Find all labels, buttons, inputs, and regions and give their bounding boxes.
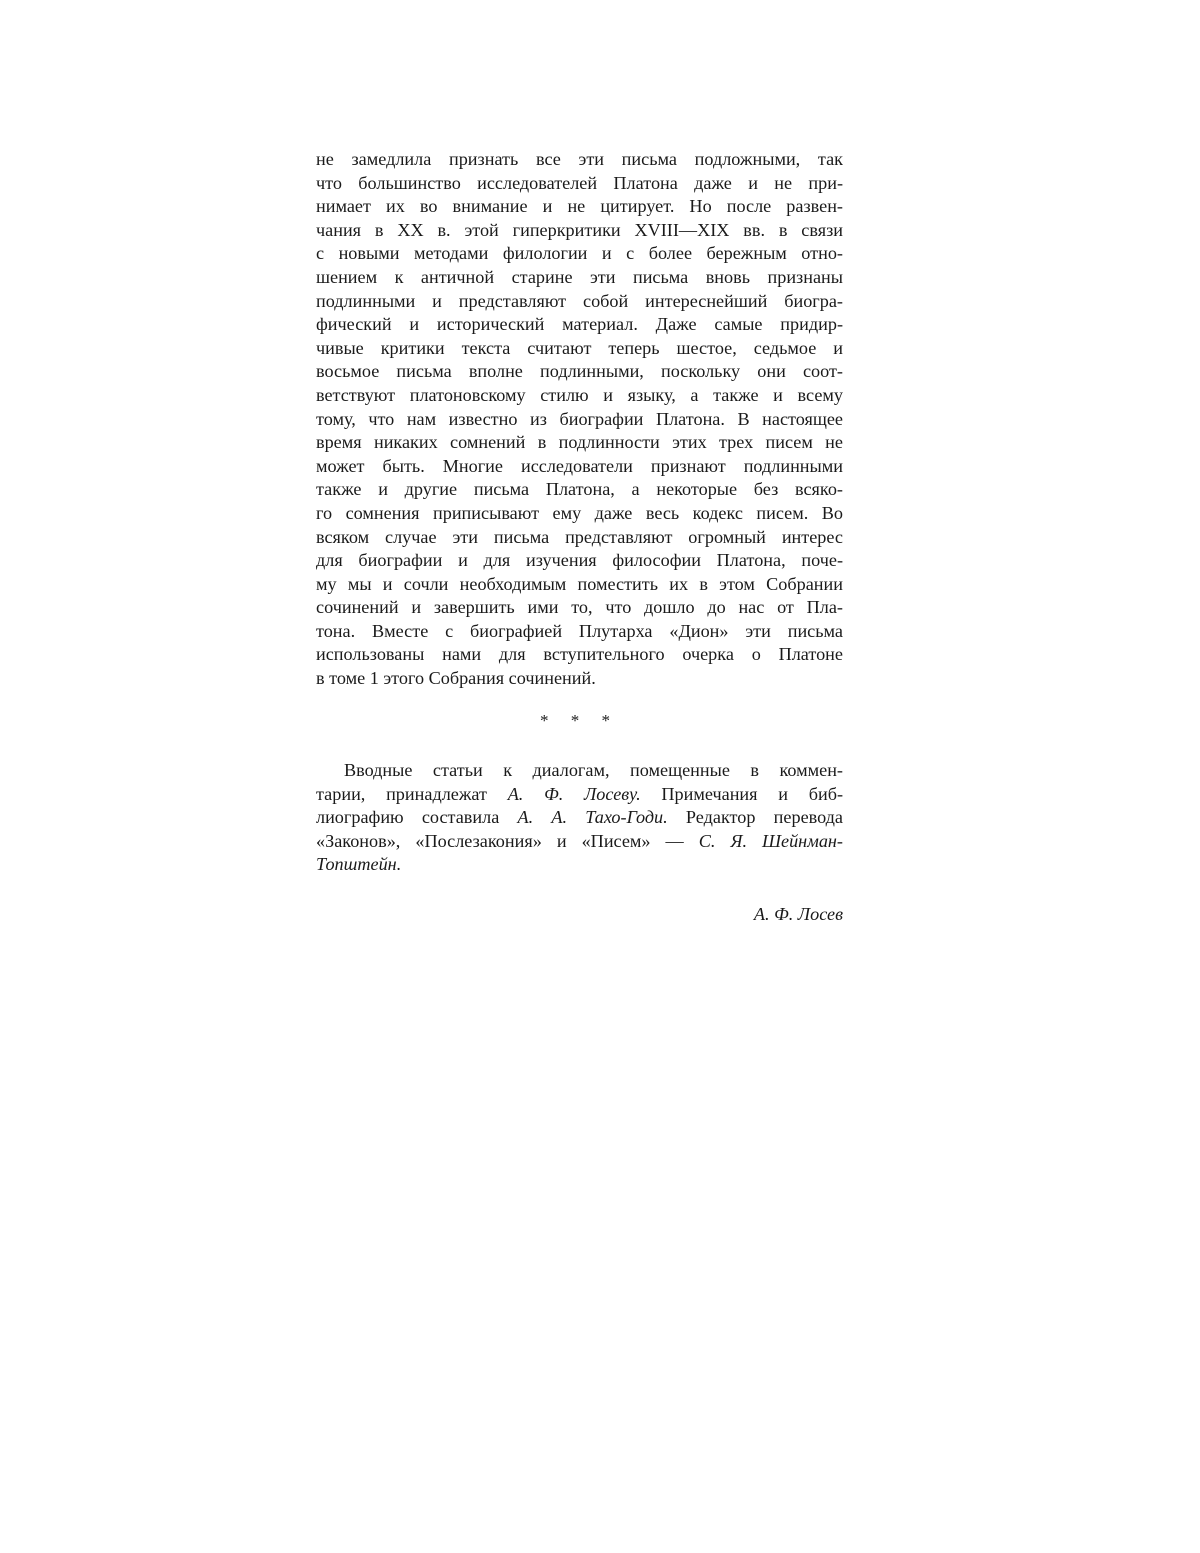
credits-text: Примечания и биб- bbox=[640, 783, 844, 804]
credits-text: Редактор перевода bbox=[667, 807, 843, 828]
text-line: также и другие письма Платона, а некоторые без всяко- bbox=[316, 479, 843, 500]
credits-text: «Законов», «Послезакония» и «Писем» — bbox=[316, 830, 699, 851]
text-line: ветствуют платоновскому стилю и языку, а также и всему bbox=[316, 384, 843, 405]
credits-line bbox=[316, 783, 843, 807]
text-line: фический и исторический материал. Даже самые придир- bbox=[316, 314, 843, 335]
text-line: не замедлила признать все эти письма подложными, так bbox=[316, 149, 843, 169]
text-line: восьмое письма вполне подлинными, поскольку они соот- bbox=[316, 361, 843, 382]
main-paragraph bbox=[316, 148, 843, 691]
text-line: тона. Вместе с биографией Плутарха «Дион» эти письма bbox=[316, 620, 843, 641]
section-separator: * * * bbox=[540, 711, 619, 730]
credits-line: Топштейн. bbox=[316, 854, 402, 875]
text-line: время никаких сомнений в подлинности этих трех писем не bbox=[316, 432, 843, 453]
credits-text: тарии, принадлежат bbox=[316, 783, 508, 804]
author-name: А. А. Тахо-Годи. bbox=[517, 807, 668, 828]
credits-line bbox=[316, 830, 843, 854]
text-line: нимает их во внимание и не цитирует. Но после развен- bbox=[316, 196, 843, 217]
credits-line bbox=[316, 806, 843, 830]
author-name: С. Я. Шейнман- bbox=[698, 830, 843, 851]
text-line: му мы и сочли необходимым поместить их в этом Собрании bbox=[316, 573, 843, 594]
text-line: чания в XX в. этой гиперкритики XVIII—XIX вв. в связи bbox=[316, 219, 843, 240]
text-line: в томе 1 этого Собрания сочинений. bbox=[316, 668, 596, 689]
text-line: чивые критики текста считают теперь шестое, седьмое и bbox=[316, 337, 843, 358]
author-signature: А. Ф. Лосев bbox=[753, 904, 843, 924]
text-line: может быть. Многие исследователи признают подлинными bbox=[316, 455, 843, 476]
text-line: подлинными и представляют собой интереснейший биогра- bbox=[316, 290, 843, 311]
text-line: что большинство исследователей Платона даже и не при- bbox=[316, 172, 843, 193]
text-line: использованы нами для вступительного очерка о Платоне bbox=[316, 644, 843, 665]
text-line: сочинений и завершить ими то, что дошло до нас от Пла- bbox=[316, 597, 843, 618]
text-line: го сомнения приписывают ему даже весь кодекс писем. Во bbox=[316, 502, 843, 523]
text-line: всяком случае эти письма представляют огромный интерес bbox=[316, 526, 843, 547]
text-line: с новыми методами филологии и с более бережным отно- bbox=[316, 243, 843, 264]
author-name: А. Ф. Лосеву. bbox=[507, 783, 641, 804]
text-line: для биографии и для изучения философии Платона, поче- bbox=[316, 550, 843, 571]
credits-text: лиографию составила bbox=[316, 807, 518, 828]
text-line: шением к античной старине эти письма вновь признаны bbox=[316, 266, 843, 287]
credits-line: Вводные статьи к диалогам, помещенные в коммен- bbox=[344, 760, 843, 780]
text-line: тому, что нам известно из биографии Платона. В настоящее bbox=[316, 408, 843, 429]
credits-paragraph bbox=[316, 759, 843, 877]
